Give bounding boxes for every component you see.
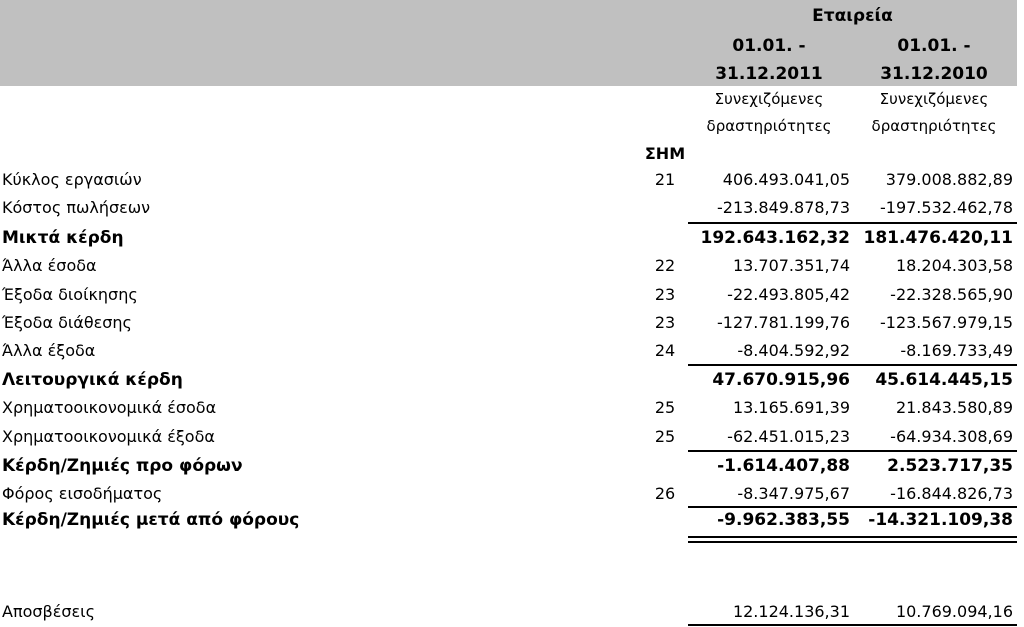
company-label: Εταιρεία [812, 6, 893, 26]
row-value-2011: 12.124.136,31 [732, 602, 850, 621]
table-row [0, 366, 1017, 394]
row-label: Αποσβέσεις [2, 602, 95, 621]
row-label: Έξοδα διοίκησης [2, 285, 138, 304]
row-value-2011: 406.493.041,05 [722, 170, 850, 189]
col2-sub-line2: δραστηριότητες [871, 117, 997, 135]
col1-sub-line1: Συνεχιζόμενες [714, 90, 824, 108]
table-row [0, 337, 1017, 365]
row-value-2011: -8.404.592,92 [737, 341, 850, 360]
col2-date-start: 01.01. - [897, 36, 971, 56]
row-value-2011: 13.165.691,39 [732, 398, 850, 417]
row-label: Χρηματοοικονομικά έσοδα [2, 398, 217, 417]
row-value-2010: -123.567.979,15 [879, 313, 1013, 332]
subtotal-rule [688, 222, 1017, 224]
row-note: 21 [654, 170, 676, 189]
row-value-2010: 2.523.717,35 [887, 456, 1013, 476]
row-value-2011: -8.347.975,67 [737, 484, 850, 503]
col1-date-start: 01.01. - [732, 36, 806, 56]
row-value-2011: -22.493.805,42 [727, 285, 850, 304]
row-value-2010: 379.008.882,89 [885, 170, 1013, 189]
row-value-2011: 13.707.351,74 [732, 256, 850, 275]
col1-date-end: 31.12.2011 [715, 64, 823, 84]
row-value-2011: -1.614.407,88 [717, 456, 850, 476]
depreciation-rule [688, 624, 1017, 626]
subtotal-rule [688, 450, 1017, 452]
row-note: 24 [654, 341, 676, 360]
row-label: Κέρδη/Ζημιές μετά από φόρους [2, 510, 300, 530]
row-label: Άλλα έξοδα [2, 341, 96, 360]
row-value-2011: -9.962.383,55 [717, 510, 850, 530]
row-label: Κόστος πωλήσεων [2, 198, 151, 217]
row-value-2010: 181.476.420,11 [863, 228, 1013, 248]
row-value-2011: -213.849.878,73 [716, 198, 850, 217]
subtotal-rule [688, 506, 1017, 508]
row-value-2011: 192.643.162,32 [700, 228, 850, 248]
row-value-2011: 47.670.915,96 [712, 370, 850, 390]
row-note: 25 [654, 398, 676, 417]
row-note: 25 [654, 427, 676, 446]
table-row [0, 194, 1017, 222]
total-double-rule-top [688, 536, 1017, 538]
row-label: Λειτουργικά κέρδη [2, 370, 183, 390]
row-note: 26 [654, 484, 676, 503]
total-double-rule-bottom [688, 541, 1017, 543]
table-row [0, 281, 1017, 309]
table-row [0, 166, 1017, 194]
row-value-2010: -64.934.308,69 [890, 427, 1013, 446]
table-row [0, 423, 1017, 451]
row-label: Χρηματοοικονομικά έξοδα [2, 427, 215, 446]
row-note: 22 [654, 256, 676, 275]
row-value-2010: 45.614.445,15 [875, 370, 1013, 390]
col2-date-end: 31.12.2010 [880, 64, 988, 84]
col2-sub-line1: Συνεχιζόμενες [879, 90, 989, 108]
table-row [0, 506, 1017, 534]
row-value-2010: -22.328.565,90 [890, 285, 1013, 304]
row-note: 23 [654, 313, 676, 332]
row-value-2010: 18.204.303,58 [895, 256, 1013, 275]
subtotal-rule [688, 364, 1017, 366]
row-label: Φόρος εισοδήματος [2, 484, 163, 503]
table-row [0, 309, 1017, 337]
row-value-2010: 10.769.094,16 [895, 602, 1013, 621]
row-label: Κέρδη/Ζημιές προ φόρων [2, 456, 243, 476]
row-value-2011: -127.781.199,76 [716, 313, 850, 332]
row-label: Μικτά κέρδη [2, 228, 124, 248]
row-label: Άλλα έσοδα [2, 256, 97, 275]
row-value-2010: 21.843.580,89 [895, 398, 1013, 417]
table-row [0, 452, 1017, 480]
table-row [0, 480, 1017, 508]
row-value-2010: -8.169.733,49 [900, 341, 1013, 360]
row-note: 23 [654, 285, 676, 304]
table-row [0, 394, 1017, 422]
row-value-2011: -62.451.015,23 [727, 427, 850, 446]
table-row [0, 224, 1017, 252]
row-value-2010: -197.532.462,78 [879, 198, 1013, 217]
col1-sub-line2: δραστηριότητες [706, 117, 832, 135]
row-value-2010: -16.844.826,73 [890, 484, 1013, 503]
table-row [0, 252, 1017, 280]
note-column-header: ΣΗΜ [644, 144, 686, 163]
row-value-2010: -14.321.109,38 [868, 510, 1013, 530]
company-header [688, 6, 1017, 26]
row-label: Κύκλος εργασιών [2, 170, 142, 189]
table-row [0, 598, 1017, 626]
row-label: Έξοδα διάθεσης [2, 313, 132, 332]
